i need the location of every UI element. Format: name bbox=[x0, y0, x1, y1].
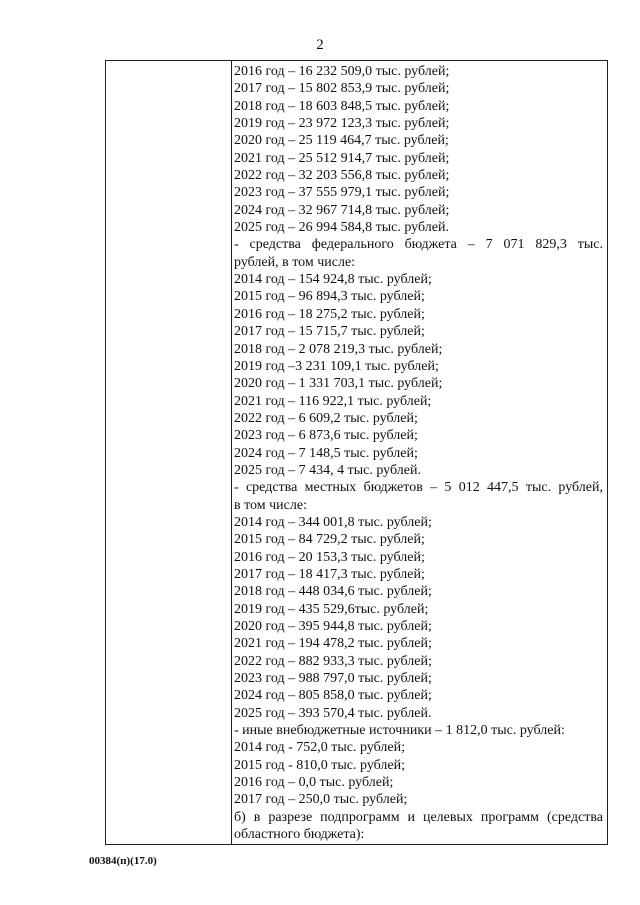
text-line: 2016 год – 20 153,3 тыс. рублей; bbox=[234, 549, 425, 565]
text-line: 2016 год – 18 275,2 тыс. рублей; bbox=[234, 306, 425, 322]
text-line: - средства местных бюджетов – 5 012 447,5 тыс. рублей, bbox=[234, 480, 603, 496]
text-line: 2018 год – 2 078 219,3 тыс. рублей; bbox=[234, 341, 443, 357]
text-line: 2023 год – 6 873,6 тыс. рублей; bbox=[234, 428, 418, 444]
text-line: 2014 год - 752,0 тыс. рублей; bbox=[234, 740, 406, 756]
page-number: 2 bbox=[316, 37, 324, 53]
text-line: 2022 год – 6 609,2 тыс. рублей; bbox=[234, 410, 418, 426]
text-line: 2014 год – 344 001,8 тыс. рублей; bbox=[234, 514, 432, 530]
text-line: 2021 год – 25 512 914,7 тыс. рублей; bbox=[234, 150, 450, 166]
text-line: 2024 год – 32 967 714,8 тыс. рублей; bbox=[234, 202, 450, 218]
text-line: 2015 год - 810,0 тыс. рублей; bbox=[234, 757, 406, 773]
text-line: 2023 год – 988 797,0 тыс. рублей; bbox=[234, 671, 432, 687]
text-line: 2025 год – 7 434, 4 тыс. рублей. bbox=[234, 462, 421, 478]
text-line: 2015 год – 96 894,3 тыс. рублей; bbox=[234, 289, 425, 305]
text-line: 2022 год – 32 203 556,8 тыс. рублей; bbox=[234, 168, 450, 184]
text-line: 2025 год – 26 994 584,8 тыс. рублей. bbox=[234, 220, 449, 236]
text-line: в том числе: bbox=[234, 497, 307, 513]
text-line: 2014 год – 154 924,8 тыс. рублей; bbox=[234, 272, 432, 288]
text-line: 2018 год – 448 034,6 тыс. рублей; bbox=[234, 584, 432, 600]
text-line: 2024 год – 7 148,5 тыс. рублей; bbox=[234, 445, 418, 461]
text-line: 2017 год – 15 715,7 тыс. рублей; bbox=[234, 324, 425, 340]
text-line: 2020 год – 395 944,8 тыс. рублей; bbox=[234, 619, 432, 634]
text-line: 2025 год – 393 570,4 тыс. рублей. bbox=[234, 705, 432, 721]
text-line: 2017 год – 250,0 тыс. рублей; bbox=[234, 792, 408, 808]
text-line: 2017 год – 15 802 853,9 тыс. рублей; bbox=[234, 81, 450, 97]
program-table bbox=[105, 60, 608, 845]
text-line: 2019 год –3 231 109,1 тыс. рублей; bbox=[234, 358, 439, 374]
text-line: - средства федерального бюджета – 7 071 829,3 тыс. bbox=[234, 237, 603, 253]
text-line: 2016 год – 16 232 509,0 тыс. рублей; bbox=[234, 64, 450, 79]
text-line: 2020 год – 1 331 703,1 тыс. рублей; bbox=[234, 376, 443, 392]
text-line: 2019 год – 435 529,6тыс. рублей; bbox=[234, 601, 429, 617]
text-line: 2017 год – 18 417,3 тыс. рублей; bbox=[234, 566, 425, 582]
text-line: 2016 год – 0,0 тыс. рублей; bbox=[234, 775, 394, 791]
column-divider bbox=[231, 61, 232, 844]
funding-cell bbox=[234, 63, 603, 843]
text-line: 2018 год – 18 603 848,5 тыс. рублей; bbox=[234, 98, 450, 114]
text-line: 2019 год – 23 972 123,3 тыс. рублей; bbox=[234, 116, 450, 132]
text-line: 2022 год – 882 933,3 тыс. рублей; bbox=[234, 653, 432, 669]
text-line: 2021 год – 194 478,2 тыс. рублей; bbox=[234, 636, 432, 652]
text-line: 2023 год – 37 555 979,1 тыс. рублей; bbox=[234, 185, 450, 201]
text-line: 2021 год – 116 922,1 тыс. рублей; bbox=[234, 393, 432, 409]
text-line: 2020 год – 25 119 464,7 тыс. рублей; bbox=[234, 133, 449, 149]
text-line: 2024 год – 805 858,0 тыс. рублей; bbox=[234, 688, 432, 704]
text-line: - иные внебюджетные источники – 1 812,0 тыс. рублей: bbox=[234, 723, 565, 739]
text-line: б) в разрезе подпрограмм и целевых программ (средства bbox=[234, 809, 603, 825]
text-line: областного бюджета): bbox=[234, 827, 365, 843]
text-line: рублей, в том числе: bbox=[234, 254, 356, 270]
text-line: 2015 год – 84 729,2 тыс. рублей; bbox=[234, 532, 425, 548]
document-code: 00384(п)(17.0) bbox=[89, 855, 157, 867]
